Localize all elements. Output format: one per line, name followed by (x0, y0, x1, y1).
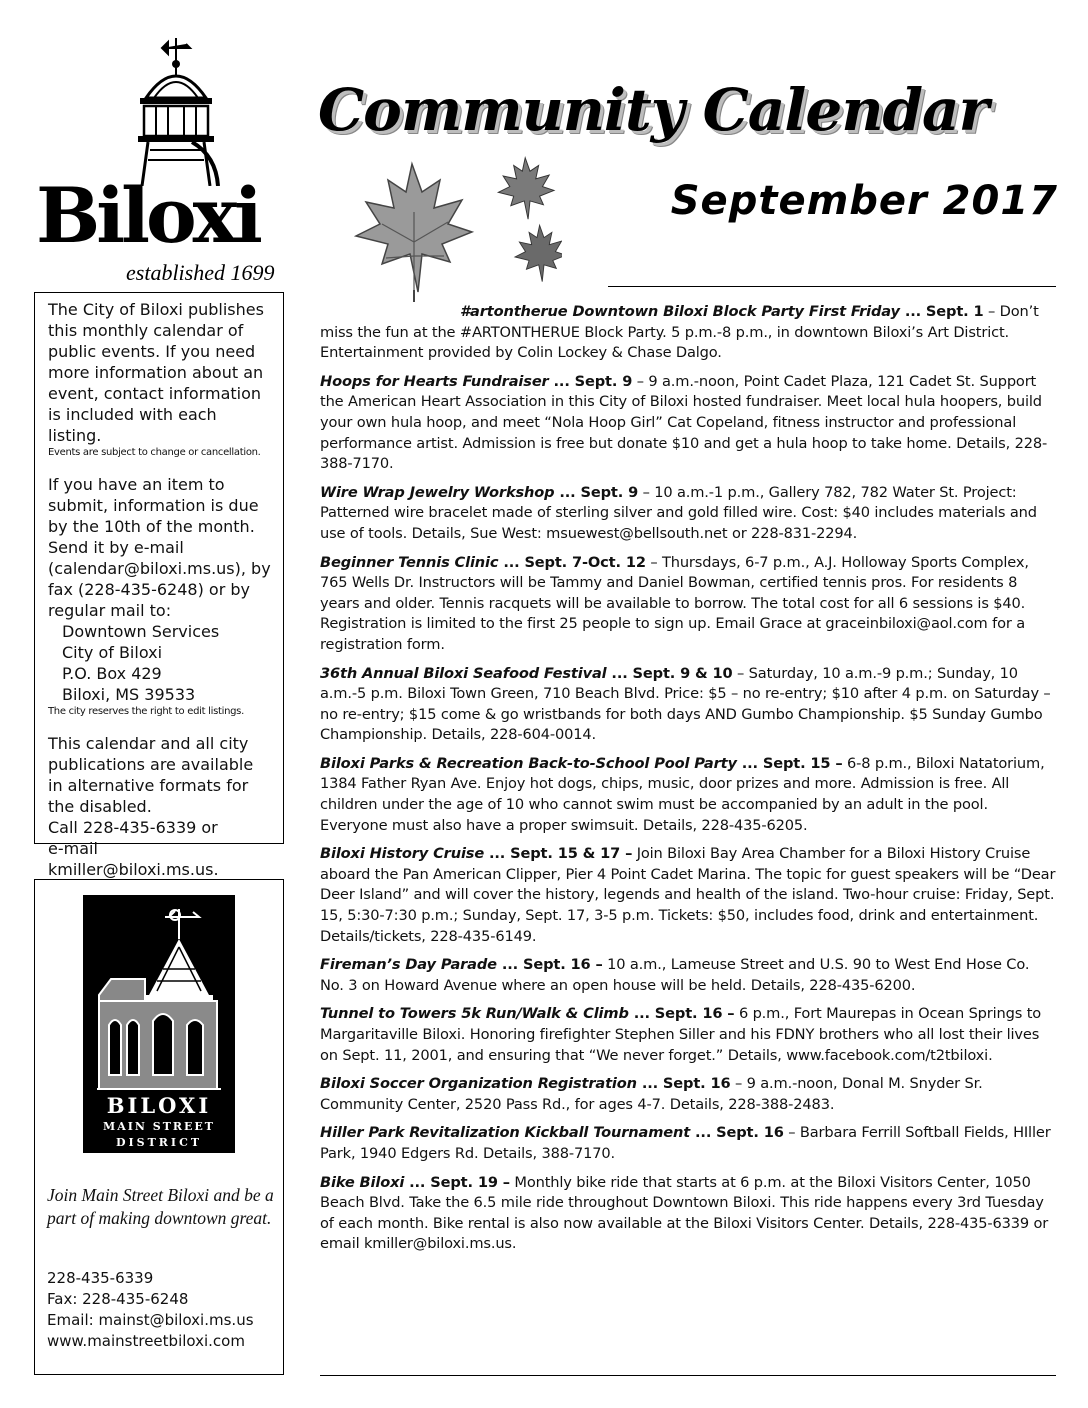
event-title: Biloxi Soccer Organization Registration (320, 1075, 637, 1093)
event-date: ... Sept. 1 (899, 303, 984, 320)
event-date: ... Sept. 16 (690, 1124, 784, 1142)
event-date: ... Sept. 19 – (404, 1173, 510, 1191)
info-call: Call 228-435-6339 or (48, 818, 218, 837)
contact-phone: 228-435-6339 (47, 1269, 154, 1287)
event-item (320, 754, 1056, 836)
event-item (320, 1173, 1056, 1255)
event-item (320, 664, 1056, 746)
logo-established: established 1699 (126, 260, 275, 285)
event-title: Biloxi History Cruise (320, 845, 485, 863)
event-title: Beginner Tennis Clinic (320, 553, 499, 571)
calendar-month: September 2017 (670, 178, 1058, 224)
event-item (320, 372, 1056, 475)
event-body: – 10 a.m.-1 p.m., Gallery 782, 782 Water St. Project: Patterned wire bracelet made of sterling silver and gold filled wire. Cost: $40 includes materials and use of tools. Details, Sue West: msuewest@bellsouth.net or 228-831-2294. (320, 483, 1037, 542)
address-line: Biloxi, MS 39533 (62, 685, 196, 704)
page-title: Community Calendar (318, 76, 989, 144)
info-submit: If you have an item to submit, information is due by the 10th of the month. Send it by e-mail (calendar@biloxi.ms.us), by fax (228-435-6248) or by regular mail to: (48, 475, 271, 620)
info-box (34, 292, 284, 879)
info-disclaimer: Events are subject to change or cancellation. (48, 447, 261, 458)
info-intro: The City of Biloxi publishes this monthly calendar of public events. If you need more information about an event, contact information is included with each listing. (48, 300, 264, 445)
event-body: – 9 a.m.-noon, Point Cadet Plaza, 121 Cadet St. Support the American Heart Association in this City of Biloxi hosted fundraiser. Meet local hula hoopers, build your own hula hoop, and meet “Nola Hoop Girl” Cat Copeland, fitness instructor and professional performance artist. Admission is free but donate $10 and get a hula hoop to take home. Details, 228-388-7170. (320, 372, 1048, 473)
event-body: 6-8 p.m., Biloxi Natatorium, 1384 Father Ryan Ave. Enjoy hot dogs, chips, music, door prizes and more. Admission is free. All children under the age of 10 who cannot swim must be accompanied by an adult in the pool. Everyone must also have a proper swimsuit. Details, 228-435-6205. (320, 754, 1045, 834)
event-date: ... Sept. 16 – (628, 1005, 735, 1023)
event-body: – 9 a.m.-noon, Donal M. Snyder Sr. Community Center, 2520 Pass Rd., for ages 4-7. Details, 228-388-2483. (320, 1075, 983, 1113)
small-leaf-icon (515, 225, 562, 281)
main-street-tagline: Join Main Street Biloxi and be a part of making downtown great. (47, 1185, 274, 1228)
event-body: 10 a.m., Lameuse Street and U.S. 90 to West End Hose Co. No. 3 on Howard Avenue where an open house will be held. Details, 228-435-6200. (320, 956, 1030, 994)
divider-bottom (320, 1375, 1056, 1376)
event-title: Tunnel to Towers 5k Run/Walk & Climb (320, 1005, 629, 1023)
address-line: City of Biloxi (62, 643, 163, 662)
event-title: Hoops for Hearts Fundraiser (320, 372, 549, 390)
contact-fax: Fax: 228-435-6248 (47, 1290, 189, 1308)
event-item (320, 1074, 1056, 1115)
contact-website[interactable]: www.mainstreetbiloxi.com (47, 1332, 245, 1350)
divider-top (608, 286, 1056, 287)
event-title: Fireman’s Day Parade (320, 956, 497, 974)
logo-city-name: Biloxi (36, 171, 259, 260)
main-street-logo-line: BILOXI (106, 1093, 212, 1118)
contact-email[interactable]: Email: mainst@biloxi.ms.us (47, 1311, 254, 1329)
small-leaf-icon (498, 158, 554, 219)
event-date: ... Sept. 15 – (736, 754, 843, 772)
event-title: Wire Wrap Jewelry Workshop (320, 483, 555, 501)
victorian-building-icon (83, 895, 235, 1091)
biloxi-logo (36, 36, 288, 286)
event-item (320, 955, 1056, 996)
events-list (320, 302, 1056, 1263)
event-title: Hiller Park Revitalization Kickball Tournament (320, 1124, 691, 1142)
main-street-logo (83, 895, 235, 1153)
event-item (320, 553, 1056, 656)
event-date: ... Sept. 9 & 10 (606, 664, 733, 682)
event-body: Monthly bike ride that starts at 6 p.m. at the Biloxi Visitors Center, 1050 Beach Blvd. Take the 6.5 mile ride throughout Downtown Biloxi. This ride happens every 3rd Tuesday of each month. Bike rental is also now available at the Biloxi Visitors Center. Details, 228-435-6339 or email kmiller@biloxi.ms.us. (320, 1173, 1049, 1253)
event-body: 6 p.m., Fort Maurepas in Ocean Springs to Margaritaville Biloxi. Honoring firefighter Stephen Siller and his FDNY brothers who all lost their lives on Sept. 11, 2001, and ensuring that “We never forget.” Details, www.facebook.com/t2tbiloxi. (320, 1005, 1042, 1064)
main-street-contact (47, 1268, 279, 1352)
event-date: ... Sept. 9 (554, 483, 639, 501)
maple-leaves-icon (322, 152, 562, 302)
info-email: e-mail kmiller@biloxi.ms.us. (48, 839, 219, 879)
event-title: 36th Annual Biloxi Seafood Festival (320, 664, 607, 682)
info-edit-note: The city reserves the right to edit listings. (48, 706, 244, 717)
event-title: Bike Biloxi (320, 1173, 405, 1191)
event-date: ... Sept. 16 (636, 1075, 731, 1093)
event-item (320, 302, 1056, 364)
event-item (320, 844, 1056, 947)
event-body: – Saturday, 10 a.m.-9 p.m.; Sunday, 10 a.m.-5 p.m. Biloxi Town Green, 710 Beach Blvd. Price: $5 – no re-entry; $10 after 4 p.m. on Saturday – no re-entry; $15 come & go wristbands for both days AND Gumbo Championship. $5 Sunday Gumbo Championship. Details, 228-604-0014. (320, 664, 1051, 744)
event-body: – Barbara Ferrill Softball Fields, HIller Park, 1940 Edgers Rd. Details, 388-7170. (320, 1124, 1051, 1162)
main-street-logo-line: DISTRICT (115, 1136, 203, 1149)
event-body: – Thursdays, 6-7 p.m., A.J. Holloway Sports Complex, 765 Wells Dr. Instructors will be Tammy and Daniel Bowman, certified tennis pros. For residents 8 years and older. Tennis racquets will be available to borrow. The total cost for all 6 sessions is $40. Registration is limited to the first 25 people to sign up. Email Grace at graceinbiloxi@aol.com for a registration form. (320, 553, 1029, 653)
event-title: Biloxi Parks & Recreation Back-to-School Pool Party (320, 754, 737, 772)
event-body: Join Biloxi Bay Area Chamber for a Biloxi History Cruise aboard the Pan American Clipper, Pier 4 Point Cadet Marina. The topic for guest speakers will be “Dear Deer Island” and will cover the history, legends and health of the island. Two-hour cruise: Friday, Sept. 15, 5:30-7:30 p.m.; Sunday, Sept. 17, 3-5 p.m. Tickets: $50, includes food, drink and entertainment. Details/tickets, 228-435-6149. (320, 845, 1056, 945)
event-date: ... Sept. 9 (548, 372, 633, 390)
event-item (320, 1123, 1056, 1164)
large-leaf-icon (356, 164, 472, 302)
event-item (320, 483, 1056, 545)
main-street-logo-line: MAIN STREET (103, 1120, 215, 1133)
event-date: ... Sept. 15 & 17 – (484, 845, 633, 863)
address-line: P.O. Box 429 (62, 664, 162, 683)
info-formats: This calendar and all city publications are available in alternative formats for the disabled. (48, 734, 254, 816)
event-title: #artontherue Downtown Biloxi Block Party First Friday (460, 303, 900, 320)
address-line: Downtown Services (62, 622, 220, 641)
event-date: ... Sept. 7-Oct. 12 (498, 553, 646, 571)
lighthouse-icon (132, 36, 252, 186)
event-body: – Don’t miss the fun at the #ARTONTHERUE Block Party. 5 p.m.-8 p.m., in downtown Biloxi’s Art District. Entertainment provided by Colin Lockey & Chase Dalgo. (320, 303, 1039, 362)
event-item (320, 1004, 1056, 1066)
event-date: ... Sept. 16 – (496, 956, 603, 974)
main-street-box (34, 879, 284, 1375)
